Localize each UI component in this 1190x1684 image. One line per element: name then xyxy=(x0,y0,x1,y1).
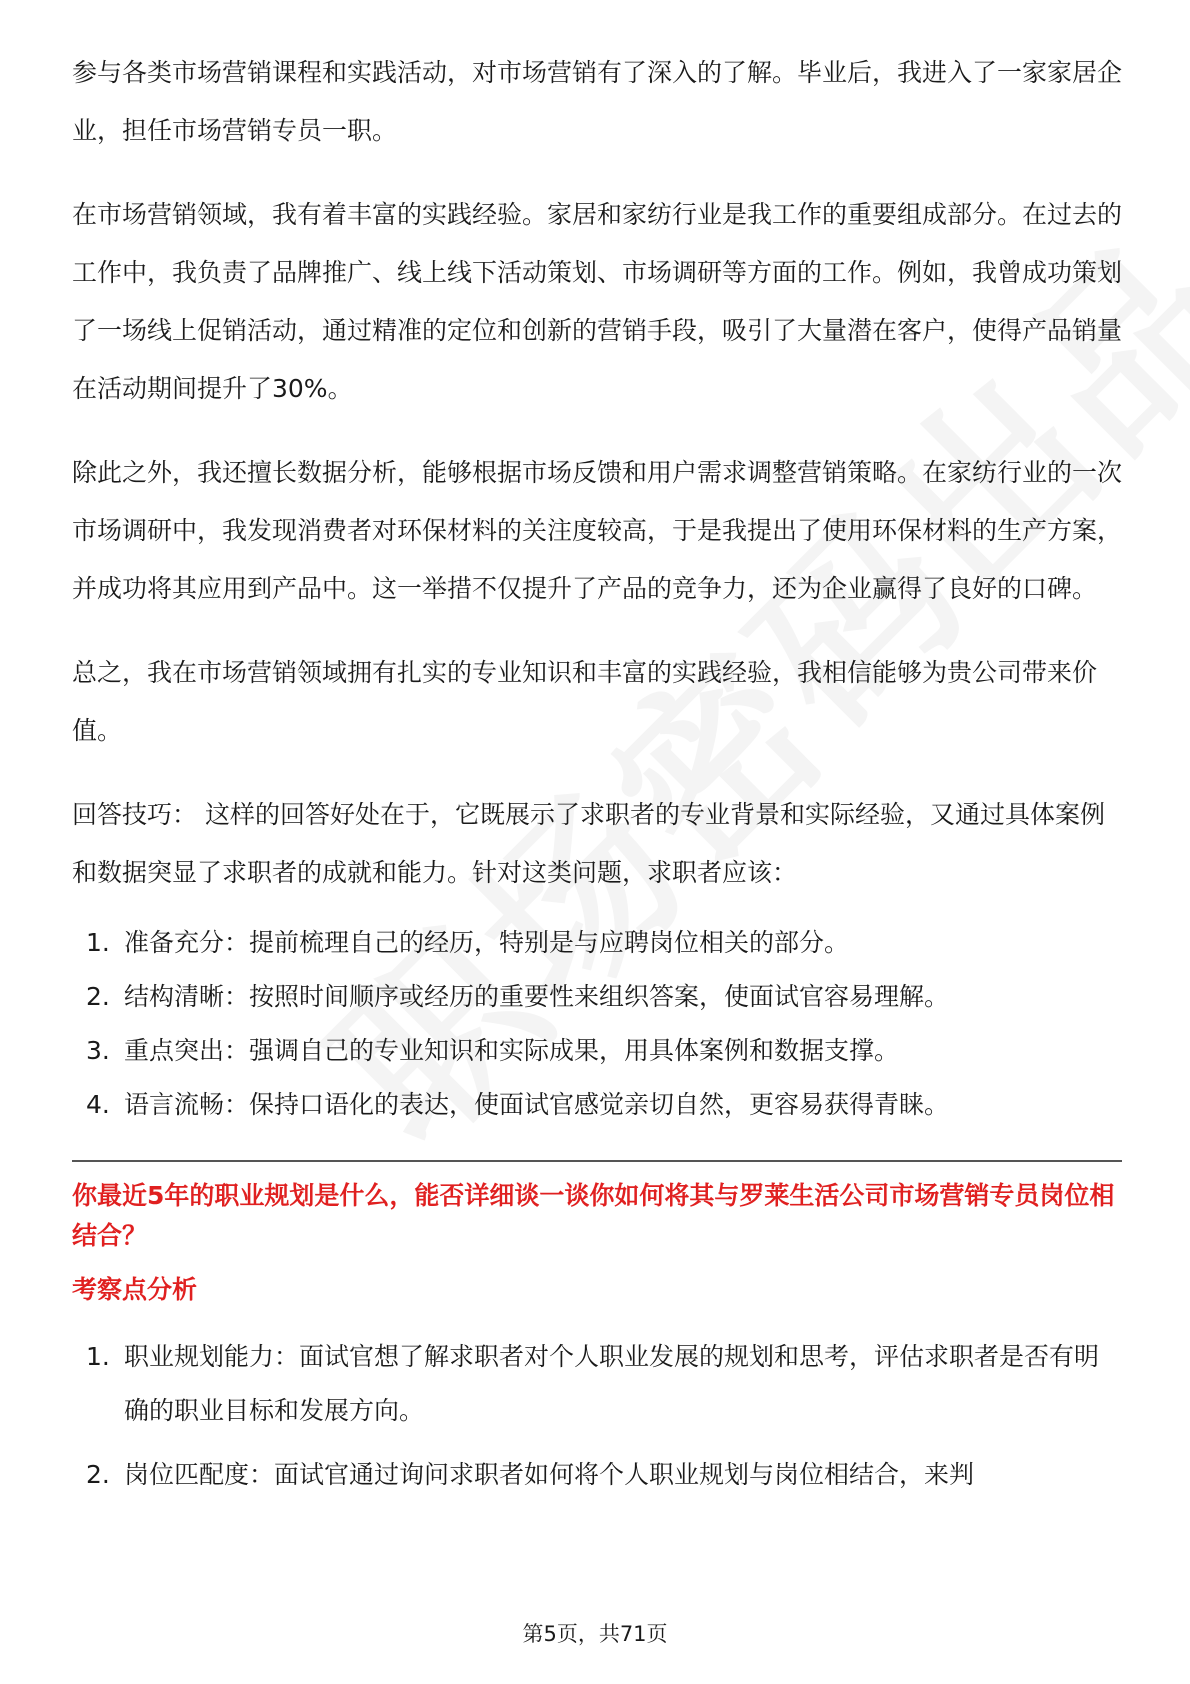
list-item: 4. 语言流畅：保持口语化的表达，使面试官感觉亲切自然，更容易获得青睐。 xyxy=(86,1090,950,1119)
document-body xyxy=(72,44,1122,1502)
analysis-list xyxy=(72,1330,1122,1502)
analysis-heading: 考察点分析 xyxy=(72,1275,198,1304)
question-heading: 你最近5年的职业规划是什么，能否详细谈一谈你如何将其与罗莱生活公司市场营销专员岗位相结合？ xyxy=(72,1181,1115,1250)
list-item: 2. 岗位匹配度：面试官通过询问求职者如何将个人职业规划与岗位相结合，来判 xyxy=(86,1460,975,1489)
tips-list xyxy=(72,916,1122,1132)
answer-tips-paragraph: 回答技巧： 这样的回答好处在于，它既展示了求职者的专业背景和实际经验，又通过具体案例和数据突显了求职者的成就和能力。针对这类问题，求职者应该： xyxy=(72,800,1105,887)
list-item: 2. 结构清晰：按照时间顺序或经历的重要性来组织答案，使面试官容易理解。 xyxy=(86,982,950,1011)
paragraph: 除此之外，我还擅长数据分析，能够根据市场反馈和用户需求调整营销策略。在家纺行业的一次市场调研中，我发现消费者对环保材料的关注度较高，于是我提出了使用环保材料的生产方案，并成功将其应用到产品中。这一举措不仅提升了产品的竞争力，还为企业赢得了良好的口碑。 xyxy=(72,458,1123,603)
list-item: 3. 重点突出：强调自己的专业知识和实际成果，用具体案例和数据支撑。 xyxy=(86,1036,900,1065)
list-item: 1. 准备充分：提前梳理自己的经历，特别是与应聘岗位相关的部分。 xyxy=(86,928,850,957)
list-item: 1. 职业规划能力：面试官想了解求职者对个人职业发展的规划和思考，评估求职者是否有明确的职业目标和发展方向。 xyxy=(86,1342,1100,1425)
paragraph: 总之，我在市场营销领域拥有扎实的专业知识和丰富的实践经验，我相信能够为贵公司带来价值。 xyxy=(72,658,1098,745)
page-number: 第5页，共71页 xyxy=(522,1622,668,1646)
paragraph: 在市场营销领域，我有着丰富的实践经验。家居和家纺行业是我工作的重要组成部分。在过去的工作中，我负责了品牌推广、线上线下活动策划、市场调研等方面的工作。例如，我曾成功策划了一场线上促销活动，通过精准的定位和创新的营销手段，吸引了大量潜在客户，使得产品销量在活动期间提升了30%。 xyxy=(72,200,1123,403)
paragraph: 参与各类市场营销课程和实践活动，对市场营销有了深入的了解。毕业后，我进入了一家家居企业，担任市场营销专员一职。 xyxy=(72,58,1123,145)
section-divider xyxy=(72,1160,1122,1162)
